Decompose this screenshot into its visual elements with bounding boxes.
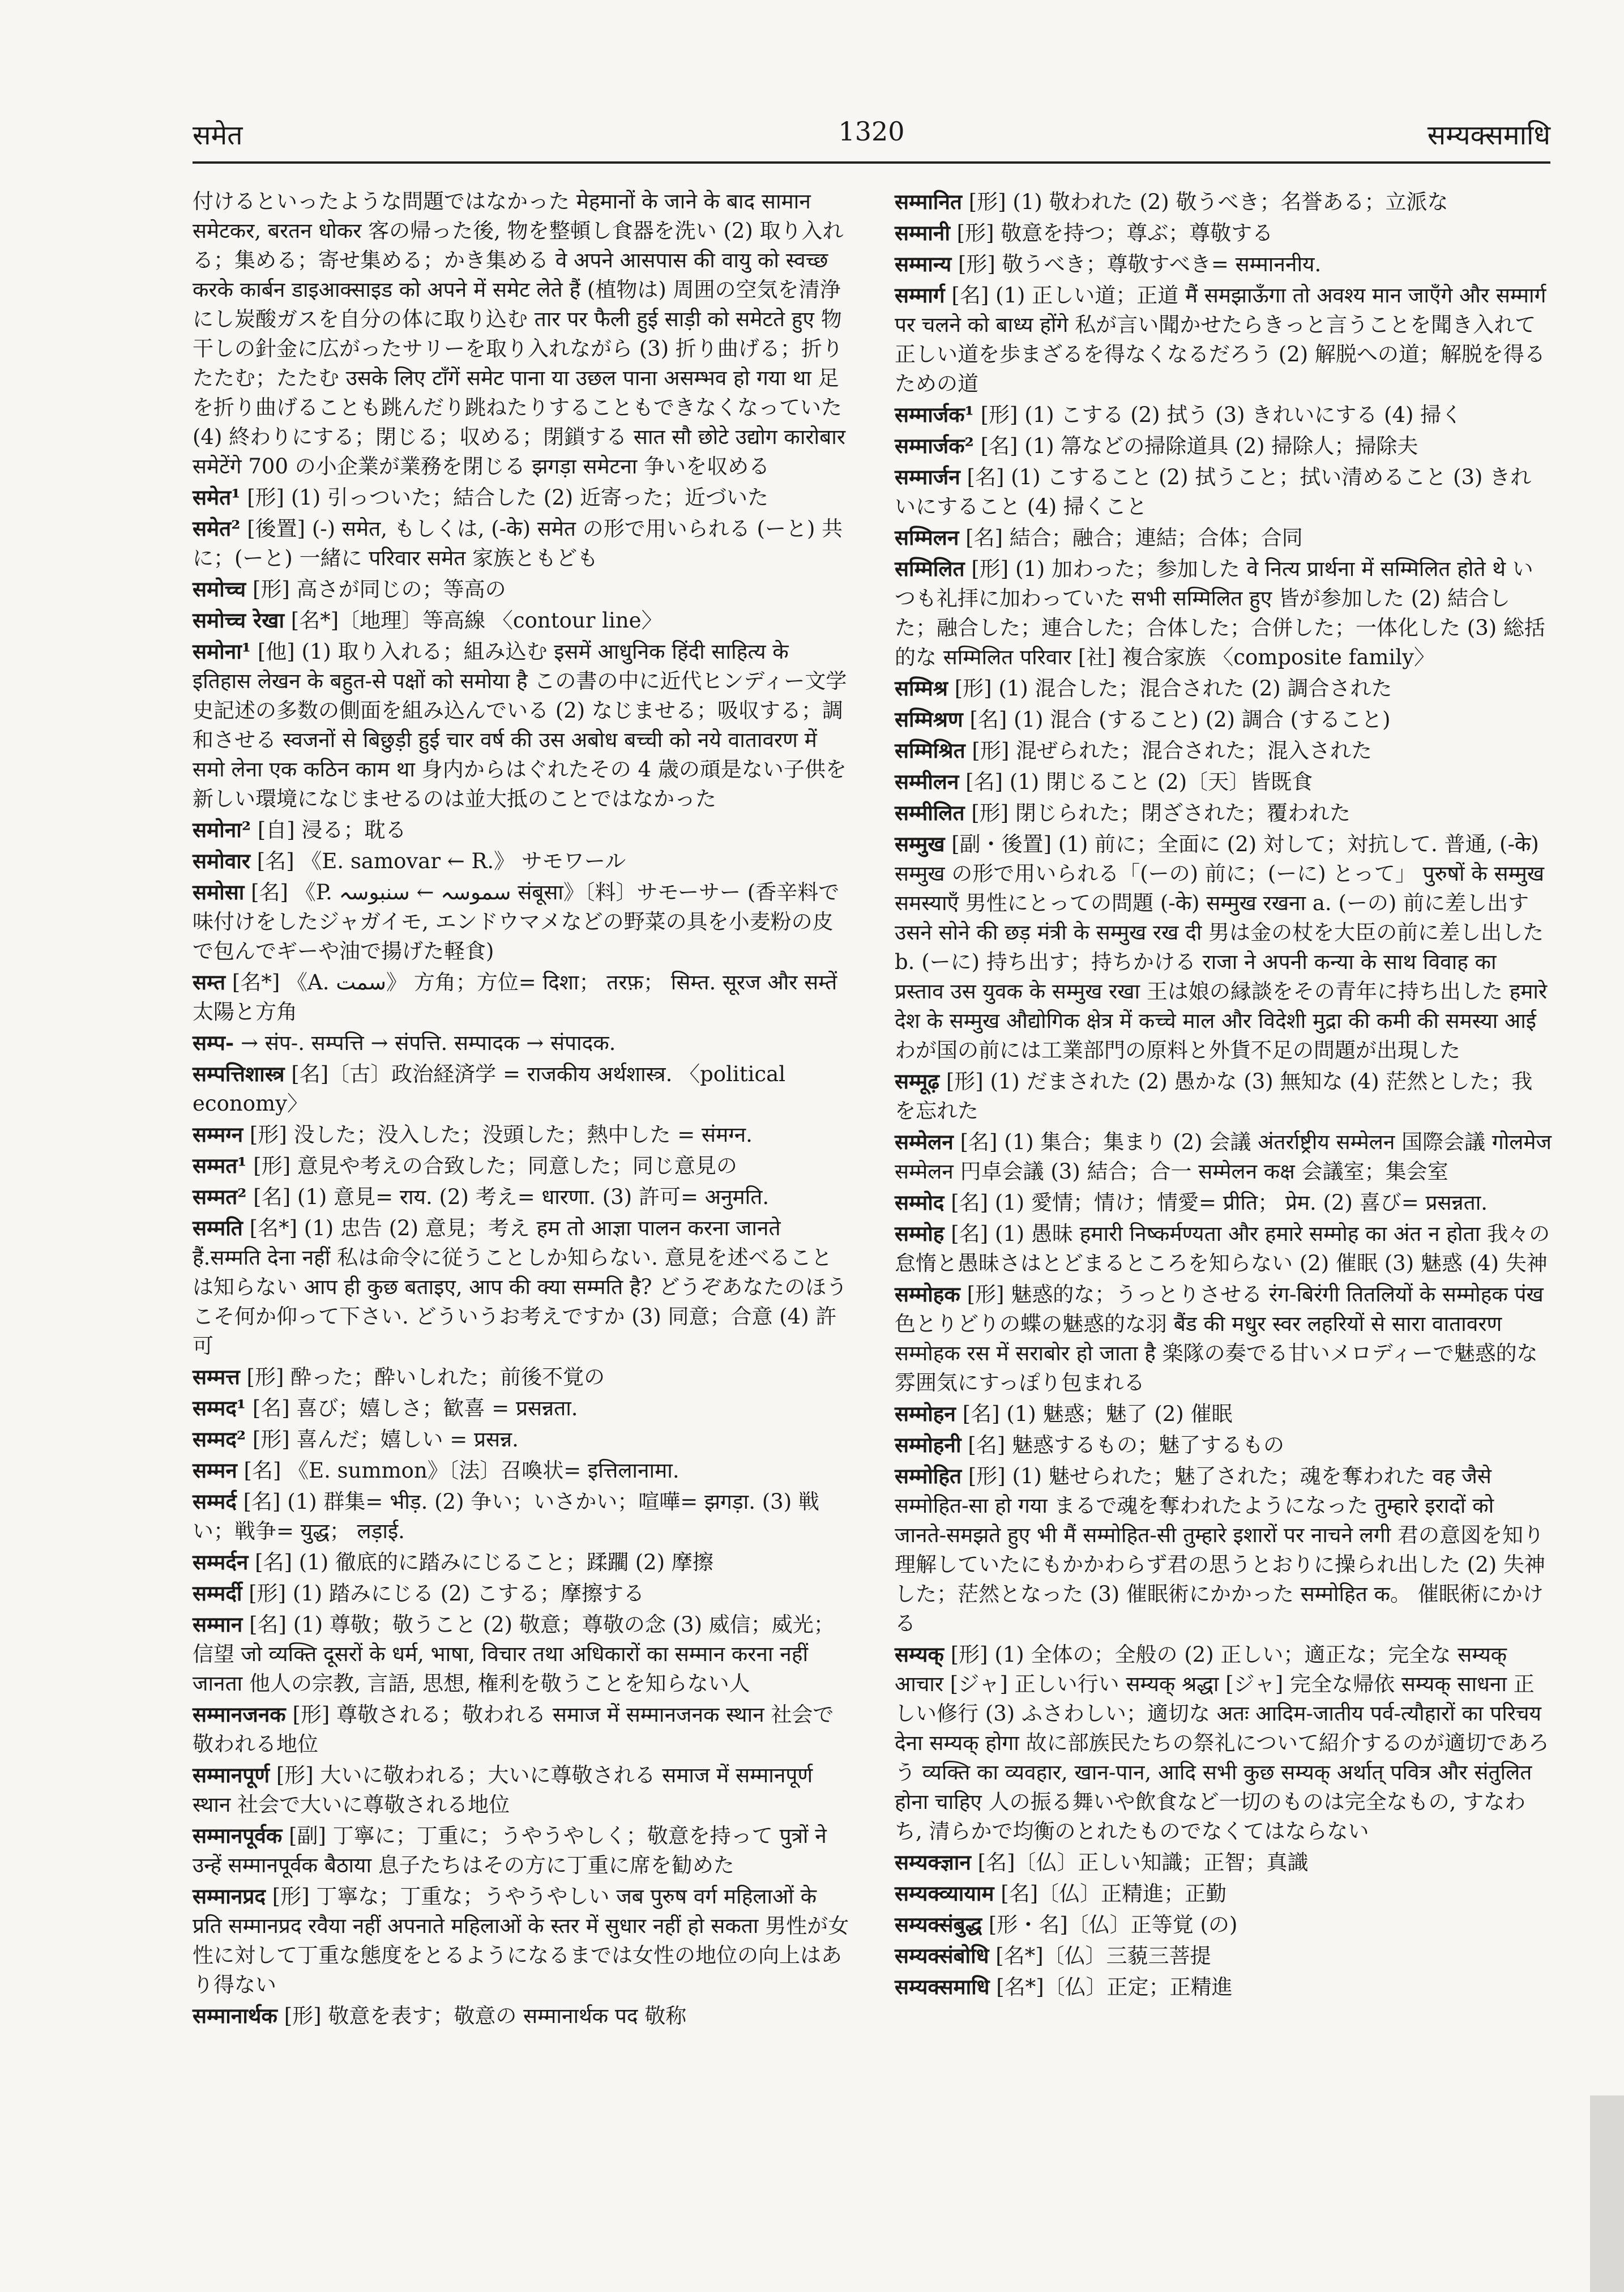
entry-definition: [形] (1) 魅せられた；魅了された；魂を奪われた वह जैसे सम्मोहित-सा हो गया まるで魂を奪われたようになった तुम्हारे इरादों को जानते-समझते हुए भी मैं सम्मोहित-सी तुम्हारे इशारों पर नाचने लगी 君の意図を知り理解していたにもかかわらず君の思うとおりに操られ出した (2) 失神した；茫然となった (3) 催眠術にかかった सम्मोहित क。 催眠術にかける [895,1464,1545,1636]
entry-definition: [形] (1) 引っついた；結合した (2) 近寄った；近づいた [247,485,768,510]
entry-headword: सम्मोहनी [895,1432,961,1457]
entry-definition: [名*]〔仏〕正定；正精進 [996,1975,1233,1999]
dictionary-entry [895,767,1552,797]
entry-definition: [形・名]〔仏〕正等覚 (の) [988,1913,1238,1937]
dictionary-entry [895,249,1552,279]
entry-definition: [形] (1) 混合した；混合された (2) 調合された [954,676,1392,701]
entry-definition: [名] (1) 愚昧 हमारी निष्कर्मण्यता और हमारे सम्मोह का अंत न होता 我々の怠惰と愚昧さはとどまるところを知らない (2) 催眠 (3) 魅惑 (4) 失神 [895,1222,1550,1275]
entry-headword: सम्यक् [895,1642,944,1667]
entry-headword: सम्मार्ग [895,283,945,308]
dictionary-entry [193,1393,849,1423]
dictionary-entry [193,514,849,573]
entry-headword: सम्यक्संबुद्ध [895,1912,982,1937]
scan-edge-shadow [1590,2095,1624,2292]
dictionary-entry [895,1941,1552,1971]
entry-headword: सम्मोद [895,1190,945,1215]
entry-headword: सम्मानार्थक [193,2003,277,2028]
entry-headword: सम्मानी [895,220,950,245]
entry-definition: [他] (1) 取り入れる；組み込む इसमें आधुनिक हिंदी साहित्य के इतिहास लेखन के बहुत-से पक्षों को समोया है この書の中に近代ヒンディー文学史記述の多数の側面を組み込んでいる (2) なじませる；吸収する；調和させる स्वजनों से बिछुड़ी हुई चार वर्ष की उस अबोध बच्ची को नये वातावरण में समो लेना एक कठिन काम था 身内からはぐれたその 4 歳の頑是ない子供を新しい環境になじませるのは並大抵のことではなかった [193,639,847,811]
dictionary-entry [895,431,1552,461]
entry-headword: सम्मोहन [895,1401,956,1426]
dictionary-entry [895,462,1552,522]
entry-headword: सम्पत्तिशास्त्र [193,1061,285,1086]
dictionary-entry [193,483,849,513]
entry-definition: [名] (1) 箒などの掃除道具 (2) 掃除人；掃除夫 [980,434,1418,458]
header-left-guideword: समेत [193,119,243,151]
entry-definition: [名*] 《A. سمت》 方角；方位= दिशा； तरफ़； सिम्त. सूरज और सम्तें 太陽と方角 [193,970,837,1024]
entry-headword: सम्मान्य [895,251,952,276]
entry-headword: सम्मानपूर्ण [193,1762,270,1787]
dictionary-entry [895,554,1552,672]
entry-headword: सम्मद² [193,1427,246,1452]
dictionary-entry [895,1847,1552,1877]
entry-definition: [名] 結合；融合；連結；合体；合同 [965,526,1303,550]
entry-headword: सम्त [193,970,226,995]
dictionary-entry [193,187,849,481]
entry-headword: समेत¹ [193,485,241,510]
entry-definition: [形] (1) こする (2) 拭う (3) きれいにする (4) 掃く [980,403,1463,427]
dictionary-entry [193,1881,849,2000]
entry-definition: [形] 丁寧な；丁重な；うやうやしい जब पुरुष वर्ग महिलाओं के प्रति सम्मानप्रद रवैया नहीं अपनाते महिलाओं के स्तर में सुधार नहीं हो सकता 男性が女性に対して丁重な態度をとるようになるまでは女性の地位の向上はあり得ない [193,1884,849,1997]
entry-headword: सम्मत्त [193,1364,240,1389]
entry-definition: [形] 魅惑的な；うっとりさせる रंग-बिरंगी तितलियों के सम्मोहक पंख 色とりどりの蝶の魅惑的な羽 बैंड की मधुर स्वर लहरियों से सारा वातावरण सम्मोहक रस में सराबोर हो जाता है 楽隊の奏でる甘いメロディーで魅惑的な雰囲気にすっぽり包まれる [895,1282,1544,1395]
dictionary-entry [895,798,1552,828]
entry-definition: [名] (1) こすること (2) 拭うこと；拭い清めること (3) きれいにすること (4) 掃くこと [895,465,1532,519]
dictionary-entry [895,829,1552,1065]
entry-headword: सम्मीलन [895,769,959,794]
dictionary-entry [193,1456,849,1486]
entry-definition: [名] (1) 閉じること (2)〔天〕皆既食 [965,770,1313,794]
entry-headword: सम्मोहक [895,1282,960,1307]
dictionary-entry [895,673,1552,703]
entry-headword: सम्यक्ज्ञान [895,1850,971,1875]
entry-definition: [形] 喜んだ；嬉しい = प्रसन्न. [252,1427,519,1452]
entry-definition: [名] (1) 愛情；情け；情愛= प्रीति； प्रेम. (2) 喜び= प्रसन्नता. [951,1190,1488,1215]
entry-headword: सम्मति [193,1215,243,1240]
dictionary-entry [193,1120,849,1150]
entry-definition: [名] (1) 群集= भीड़. (2) 争い；いさかい；喧嘩= झगड़ा. (3) 戦い；戦争= युद्ध； लड़ाई. [193,1489,819,1543]
entry-definition: [名] (1) 魅惑；魅了 (2) 催眠 [962,1402,1233,1426]
dictionary-entry [193,846,849,876]
entry-headword: सम्मानपूर्वक [193,1823,283,1848]
entry-headword: सम्यक्संबोधि [895,1943,989,1968]
dictionary-entry [193,1610,849,1698]
entry-definition: [名] (1) 意見= राय. (2) 考え= धारणा. (3) 許可= अनुमति. [253,1185,770,1209]
entry-headword: समोसा [193,880,245,904]
dictionary-entry [895,218,1552,248]
entry-definition: [形] (1) 加わった；参加した वे नित्य प्रार्थना में सम्मिलित होते थे いつも礼拝に加わっていた सभी सम्मिलित हुए 皆が参加した (2) 結合した；融合した；連合した；合体した；合併した；一体化した (3) 総括的な सम्मिलित परिवार [社] 複合家族 〈composite family〉 [895,557,1545,669]
dictionary-entry [193,967,849,1027]
entry-headword: सम्मद¹ [193,1395,246,1420]
entry-definition: [副] 丁寧に；丁重に；うやうやしく；敬意を持って पुत्रों ने उन्हें सम्मानपूर्वक बैठाया 息子たちはその方に丁重に席を勧めた [193,1824,827,1877]
dictionary-entry [895,1640,1552,1846]
dictionary-entry [895,523,1552,553]
entry-definition: [名*]〔仏〕三藐三菩提 [995,1944,1211,1968]
entry-headword: सम्यक्व्यायाम [895,1881,994,1906]
dictionary-entry [193,1362,849,1392]
entry-definition: [名]〔古〕政治経済学 = राजकीय अर्थशास्त्र. 〈political economy〉 [193,1062,786,1116]
page-number: 1320 [838,116,905,147]
entry-headword: सम्मिश्रण [895,707,963,732]
entry-headword: सम्मत¹ [193,1153,247,1178]
entry-definition: [名] (1) 徹底的に踏みにじること；蹂躙 (2) 摩擦 [255,1550,713,1574]
entry-headword: सम्मोहित [895,1463,962,1488]
entry-headword: समेत² [193,516,241,541]
dictionary-entry [895,1066,1552,1126]
entry-headword: सम्यक्समाधि [895,1974,990,1999]
entry-definition: [名]〔仏〕正精進；正勤 [1001,1881,1227,1906]
dictionary-entry [895,1461,1552,1638]
entry-definition: [形] 閉じられた；閉ざされた；覆われた [971,801,1351,825]
entry-headword: सम्मीलित [895,800,965,825]
entry-definition: [形] (1) 敬われた (2) 敬うべき；名誉ある；立派な [968,190,1448,214]
entry-definition: [名*]〔地理〕等高線 〈contour line〉 [290,608,663,633]
dictionary-entry [193,1578,849,1608]
entry-definition: [名] (1) 尊敬；敬うこと (2) 敬意；尊敬の念 (3) 威信；威光；信望 जो व्यक्ति दूसरों के धर्म, भाषा, विचार तथा अधिकारों का सम्मान करना नहीं जानता 他人の宗教, 言語, 思想, 権利を敬うことを知らない人 [193,1612,835,1696]
dictionary-entry [895,1188,1552,1218]
entry-headword: सम्मोह [895,1221,945,1246]
entry-headword: समोच्च [193,577,246,601]
entry-headword: सम्मानप्रद [193,1884,266,1909]
dictionary-entry [895,1972,1552,2002]
entry-definition: [形] 意見や考えの合致した；同意した；同じ意見の [253,1154,737,1178]
entry-headword: सम्मिलन [895,525,959,550]
dictionary-entry [193,877,849,966]
dictionary-entry [193,1700,849,1759]
dictionary-entry [895,1279,1552,1398]
entry-definition: [名]〔仏〕正しい知識；正智；真識 [977,1850,1309,1875]
dictionary-entry [193,1151,849,1181]
entry-headword: सम्मग्न [193,1122,243,1147]
entry-headword: सम्मन [193,1458,237,1483]
dictionary-entry [193,1487,849,1546]
header-rule [193,161,1550,164]
entry-definition: [形] 没した；没入した；没頭した；熱中した = संमग्न. [249,1122,753,1147]
entry-definition: [名] 喜び；嬉しさ；歓喜 = प्रसन्नता. [252,1396,578,1420]
dictionary-entry [895,280,1552,399]
dictionary-entry [193,2001,849,2031]
entry-definition: [副・後置] (1) 前に；全面に (2) 対して；対抗して. 普通, (-के) सम्मुख の形で用いられる「(ーの) 前に；(ーに) とって」 पुरुषों के सम्मुख समस्याएँ 男性にとっての問題 (-के) सम्मुख रखना a. (ーの) 前に差し出す उसने सोने की छड़ मंत्री के सम्मुख रख दी 男は金の杖を大臣の前に差し出した b. (ーに) 持ち出す；持ちかける राजा ने अपनी कन्या के साथ विवाह का प्रस्ताव उस युवक के सम्मुख रखा 王は娘の縁談をその青年に持ち出した हमारे देश के सम्मुख औद्योगिक क्षेत्र में कच्चे माल और विदेशी मुद्रा की कमी की समस्या आई わが国の前には工業部門の原料と外貨不足の問題が出現した [895,832,1548,1062]
entry-headword: सम्मान [193,1612,243,1637]
dictionary-entry [895,705,1552,735]
dictionary-entry [895,736,1552,766]
dictionary-entry [193,1547,849,1577]
dictionary-entry [193,815,849,845]
dictionary-entry [895,1910,1552,1940]
entry-headword: सम्मिश्र [895,676,948,701]
entry-headword: सम्मर्द [193,1489,237,1514]
entry-headword: सम्मार्जन [895,464,960,489]
entry-definition: [形] 敬うべき；尊敬すべき= सम्माननीय. [958,252,1322,276]
dictionary-entry [895,1127,1552,1186]
entry-definition: [形] (1) だまされた (2) 愚かな (3) 無知な (4) 茫然とした；我を忘れた [895,1069,1533,1123]
dictionary-entry [193,1182,849,1212]
entry-definition: [名] 《E. summon》〔法〕召喚状= इत्तिलानामा. [243,1458,679,1483]
entry-headword: सम्मिश्रित [895,738,965,763]
entry-definition: [名] (1) 集合；集まり (2) 会議 अंतर्राष्ट्रीय सम्मेलन 国際会議 गोलमेज सम्मेलन 円卓会議 (3) 結合；合一 सम्मेलन कक्ष 会議室；集会室 [895,1130,1552,1184]
dictionary-entry [895,187,1552,217]
dictionary-entry [895,1430,1552,1460]
entry-definition: [自] 浸る；耽る [257,818,407,842]
entry-definition: [名] 《E. samovar ← R.》 サモワール [257,849,626,873]
dictionary-entry [193,1028,849,1058]
entry-headword: सम्मर्दी [193,1581,242,1606]
entry-definition: [形] 混ぜられた；混合された；混入された [972,739,1373,763]
entry-headword: सम्मूढ़ [895,1069,940,1094]
entry-headword: सम्मानित [895,189,962,214]
entry-headword: सम्मुख [895,831,945,856]
entry-definition: [後置] (-) समेत, もしくは, (-के) समेत の形で用いられる (ーと) 共に；(ーと) 一緒に परिवार समेत 家族ともども [193,517,843,570]
entry-definition: → संप-. सम्पत्ति → संपत्ति. सम्पादक → संपादक. [240,1031,616,1055]
entry-definition: [形] 高さが同じの；等高の [252,577,506,601]
dictionary-entry [193,574,849,604]
entry-definition: [名] (1) 正しい道；正道 मैं समझाऊँगा तो अवश्य मान जाएँगे और सम्मार्ग पर चलने को बाध्य होंगे 私が言い聞かせたらきっと言うことを聞き入れて正しい道を歩まざるを得なくなるだろう (2) 解脱への道；解脱を得るための道 [895,283,1546,396]
entry-headword: सम्मानजनक [193,1702,286,1727]
dictionary-entry [193,605,849,635]
entry-definition: [形] 大いに敬われる；大いに尊敬される समाज में सम्मानपूर्ण स्थान 社会で大いに尊敬される地位 [193,1763,813,1817]
dictionary-entry [895,400,1552,430]
dictionary-entry [193,637,849,814]
dictionary-entry [193,1821,849,1880]
dictionary-entry [895,1219,1552,1278]
entry-headword: सम्मत² [193,1184,247,1209]
entry-definition: [名] (1) 混合 (すること) (2) 調合 (すること) [969,707,1391,732]
dictionary-entry [895,1879,1552,1909]
entry-headword: सम्मर्दन [193,1550,249,1574]
entry-headword: सम्मेलन [895,1129,954,1154]
entry-headword: समोच्च रेखा [193,608,285,633]
entry-headword: समोवार [193,848,251,873]
entry-headword: सम्मार्जक¹ [895,402,974,427]
dictionary-entry [193,1760,849,1820]
dictionary-entry [193,1213,849,1361]
entry-definition: [名] 《P. سموسہ ← سنبوسہ संबूसा》〔料〕サモーサー (香辛料で味付けをしたジャガイモ, エンドウマメなどの野菜の具を小麦粉の皮で包んでギーや油で揚げた軽食) [193,880,840,963]
entry-definition: [形] (1) 全体の；全般の (2) 正しい；適正な；完全な सम्यक् आचार [ジャ] 正しい行い सम्यक् श्रद्धा [ジャ] 完全な帰依 सम्यक् साधना 正しい修行 (3) ふさわしい；適切な अतः आदिम-जातीय पर्व-त्यौहारों का परिचय देना सम्यक् होगा 故に部族民たちの祭礼について紹介するのが適切であろう व्यक्ति का व्यवहार, खान-पान, आदि सभी कुछ सम्यक् अर्थात् पवित्र और संतुलित होना चाहिए 人の振る舞いや飲食など一切のものは完全なもの, すなわち, 清らかで均衡のとれたものでなくてはならない [895,1642,1549,1843]
entry-definition: [名*] (1) 忠告 (2) 意見；考え हम तो आज्ञा पालन करना जानते हैं.सम्मति देना नहीं 私は命令に従うことしか知らない. 意見を述べることは知らない आप ही कुछ बताइए, आप की क्या सम्मति है? どうぞあなたのほうこそ何か仰って下さい. どういうお考えですか (3) 同意；合意 (4) 許可 [193,1216,848,1358]
dictionary-entry [895,1399,1552,1429]
left-column [193,187,849,2032]
dictionary-entry [193,1059,849,1119]
page-header [193,99,1550,161]
entry-definition: [形] 敬意を表す；敬意の सम्मानार्थक पद 敬称 [284,2004,687,2028]
entry-headword: सम्मार्जक² [895,433,974,458]
entry-headword: समोना¹ [193,639,251,664]
entry-definition: [形] 敬意を持つ；尊ぶ；尊敬する [956,221,1273,245]
entry-definition: [形] 酔った；酔いしれた；前後不覚の [246,1365,605,1389]
entry-definition: 付けるといったような問題ではなかった मेहमानों के जाने के बाद सामान समेटकर, बरतन धोकर 客の帰った後, 物を整頓し食器を洗い (2) 取り入れる；集める；寄せ集める；かき集める वे अपने आसपास की वायु को स्वच्छ करके कार्बन डाइआक्साइड को अपने में समेट लेते हैं (植物は) 周囲の空気を清浄にし炭酸ガスを自分の体に取り込む तार पर फैली हुई साड़ी को समेटते हुए 物干しの針金に広がったサリーを取り入れながら (3) 折り曲げる；折りたたむ；たたむ उसके लिए टाँगें समेट पाना या उछल पाना असम्भव हो गया था 足を折り曲げることも跳んだり跳ねたりすることもできなくなっていた (4) 終わりにする；閉じる；収める；閉鎖する सात सौ छोटे उद्योग कारोबार समेटेंगे 700 の小企業が業務を閉じる झगड़ा समेटना 争いを収める [193,189,845,479]
entry-headword: सम्मिलित [895,556,965,581]
entry-headword: समोना² [193,817,251,842]
entry-definition: [形] 尊敬される；敬われる समाज में सम्मानजनक स्थान 社会で敬われる地位 [193,1702,834,1756]
dictionary-entry [193,1424,849,1454]
entry-definition: [形] (1) 踏みにじる (2) こする；摩擦する [249,1581,644,1606]
entry-headword: सम्प- [193,1030,234,1055]
header-right-guideword: सम्यक्समाधि [1427,119,1550,151]
right-column [895,187,1552,2003]
entry-definition: [名] 魅惑するもの；魅了するもの [968,1433,1284,1457]
